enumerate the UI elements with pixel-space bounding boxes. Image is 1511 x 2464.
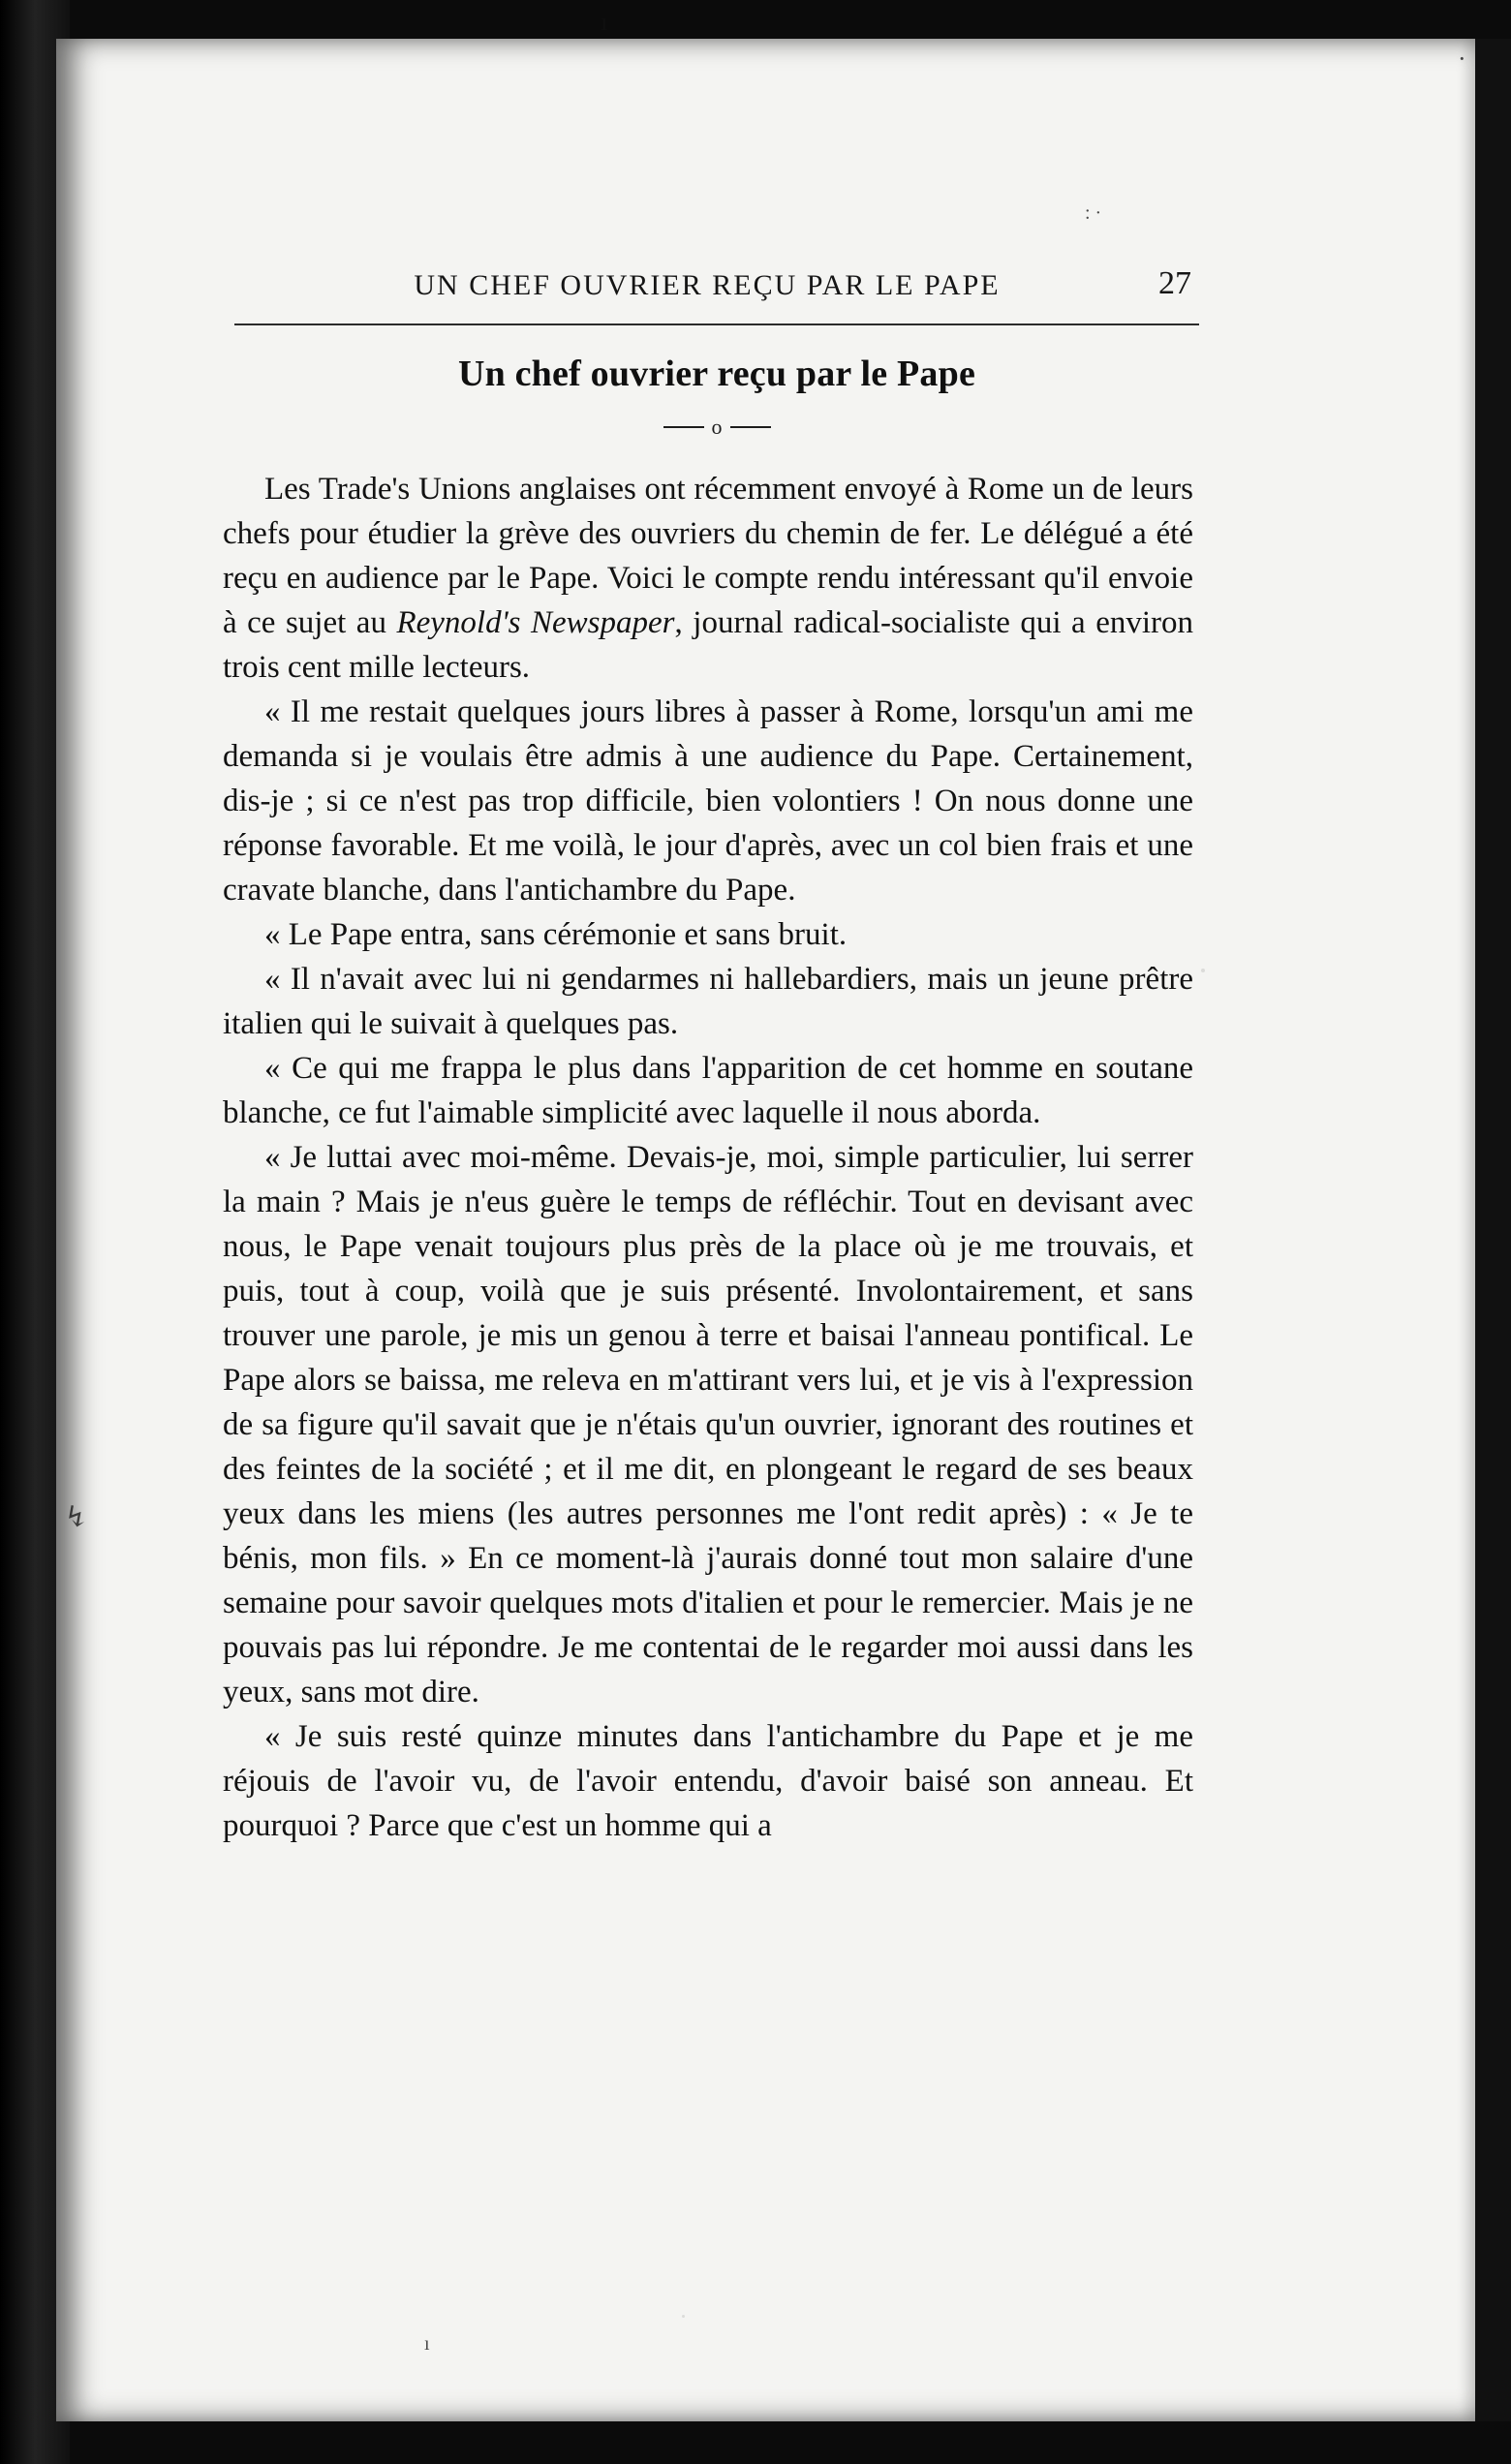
ornament-right-line	[730, 426, 771, 428]
article-title: Un chef ouvrier reçu par le Pape	[457, 354, 976, 394]
article-paragraph-3: « Le Pape entra, sans cérémonie et sans bruit.	[264, 917, 848, 952]
scan-mark-upper: : ·	[1085, 202, 1102, 224]
scan-speck-bottom	[682, 2315, 685, 2318]
article-paragraph-4: « Il n'avait avec lui ni gendarmes ni hallebardiers, mais un jeune prêtre italien qui le suivait à quelques pas.	[223, 962, 1193, 1041]
scan-mark-left: ↯	[64, 1501, 89, 1533]
scan-mark-corner: ·	[1458, 45, 1466, 73]
article-body	[223, 467, 1193, 1848]
page-edge-shadow	[1475, 39, 1511, 2421]
article-paragraph-6: « Je luttai avec moi-même. Devais-je, moi, simple particulier, lui serrer la main ? Mais je n'eus guère le temps de réfléchir. Tout en devisant avec nous, le Pape venait toujours plus près de la place où je me trouvais, et puis, tout à coup, voilà que je suis présenté. Involontairement, et sans trouver une parole, je mis un genou à terre et baisai l'anneau pontifical. Le Pape alors se baissa, me releva en m'attirant vers lui, et je vis à l'expression de sa figure qu'il savait que je n'étais qu'un ouvrier, ignorant des routines et des feintes de la société ; et il me dit, en plongeant le regard de ses beaux yeux dans les miens (les autres personnes me l'ont redit après) : « Je te bénis, mon fils. » En ce moment-là j'aurais donné tout mon salaire d'une semaine pour savoir quelques mots d'italien et pour le remercier. Mais je ne pouvais pas lui répondre. Je me contentai de le regarder moi aussi dans les yeux, sans mot dire.	[223, 1140, 1193, 1709]
article-paragraph-5: « Ce qui me frappa le plus dans l'apparition de cet homme en soutane blanche, ce fut l'aimable simplicité avec laquelle il nous aborda.	[223, 1051, 1193, 1130]
title-ornament	[649, 413, 785, 442]
article-paragraph-1	[223, 467, 1193, 690]
paragraph-1-text-before: Les Trade's Unions anglaises ont récemment envoyé à Rome un de leurs chefs pour étudier la grève des ouvriers du chemin de fer. Le délégué a été reçu en audience par le Pape. Voici le compte rendu intéressant qu'il envoie à ce sujet au	[223, 472, 1193, 640]
page-header	[320, 231, 1211, 302]
page-number: 27	[1158, 265, 1191, 301]
header-rule	[234, 323, 1199, 325]
paragraph-1-text-after: , journal radical-socialiste qui a environ trois cent mille lecteurs.	[223, 605, 1194, 685]
scan-speck-right	[1201, 969, 1205, 972]
running-title: UN CHEF OUVRIER REÇU PAR LE PAPE	[414, 269, 1001, 301]
scan-mark-bottom: ı	[424, 2333, 430, 2355]
article-paragraph-7: « Je suis resté quinze minutes dans l'antichambre du Pape et je me réjouis de l'avoir vu, de l'avoir entendu, d'avoir baisé son anneau. Et pourquoi ? Parce que c'est un homme qui a	[223, 1719, 1193, 1843]
ornament-dot: o	[711, 415, 723, 439]
ornament-left-line	[663, 426, 704, 428]
newspaper-title: Reynold's Newspaper	[396, 605, 675, 640]
scan-mark-top: ı	[601, 8, 608, 36]
article-paragraph-2: « Il me restait quelques jours libres à passer à Rome, lorsqu'un ami me demanda si je voulais être admis à une audience du Pape. Certainement, dis-je ; si ce n'est pas trop difficile, bien volontiers ! On nous donne une réponse favorable. Et me voilà, le jour d'après, avec un col bien frais et une cravate blanche, dans l'antichambre du Pape.	[223, 694, 1193, 908]
